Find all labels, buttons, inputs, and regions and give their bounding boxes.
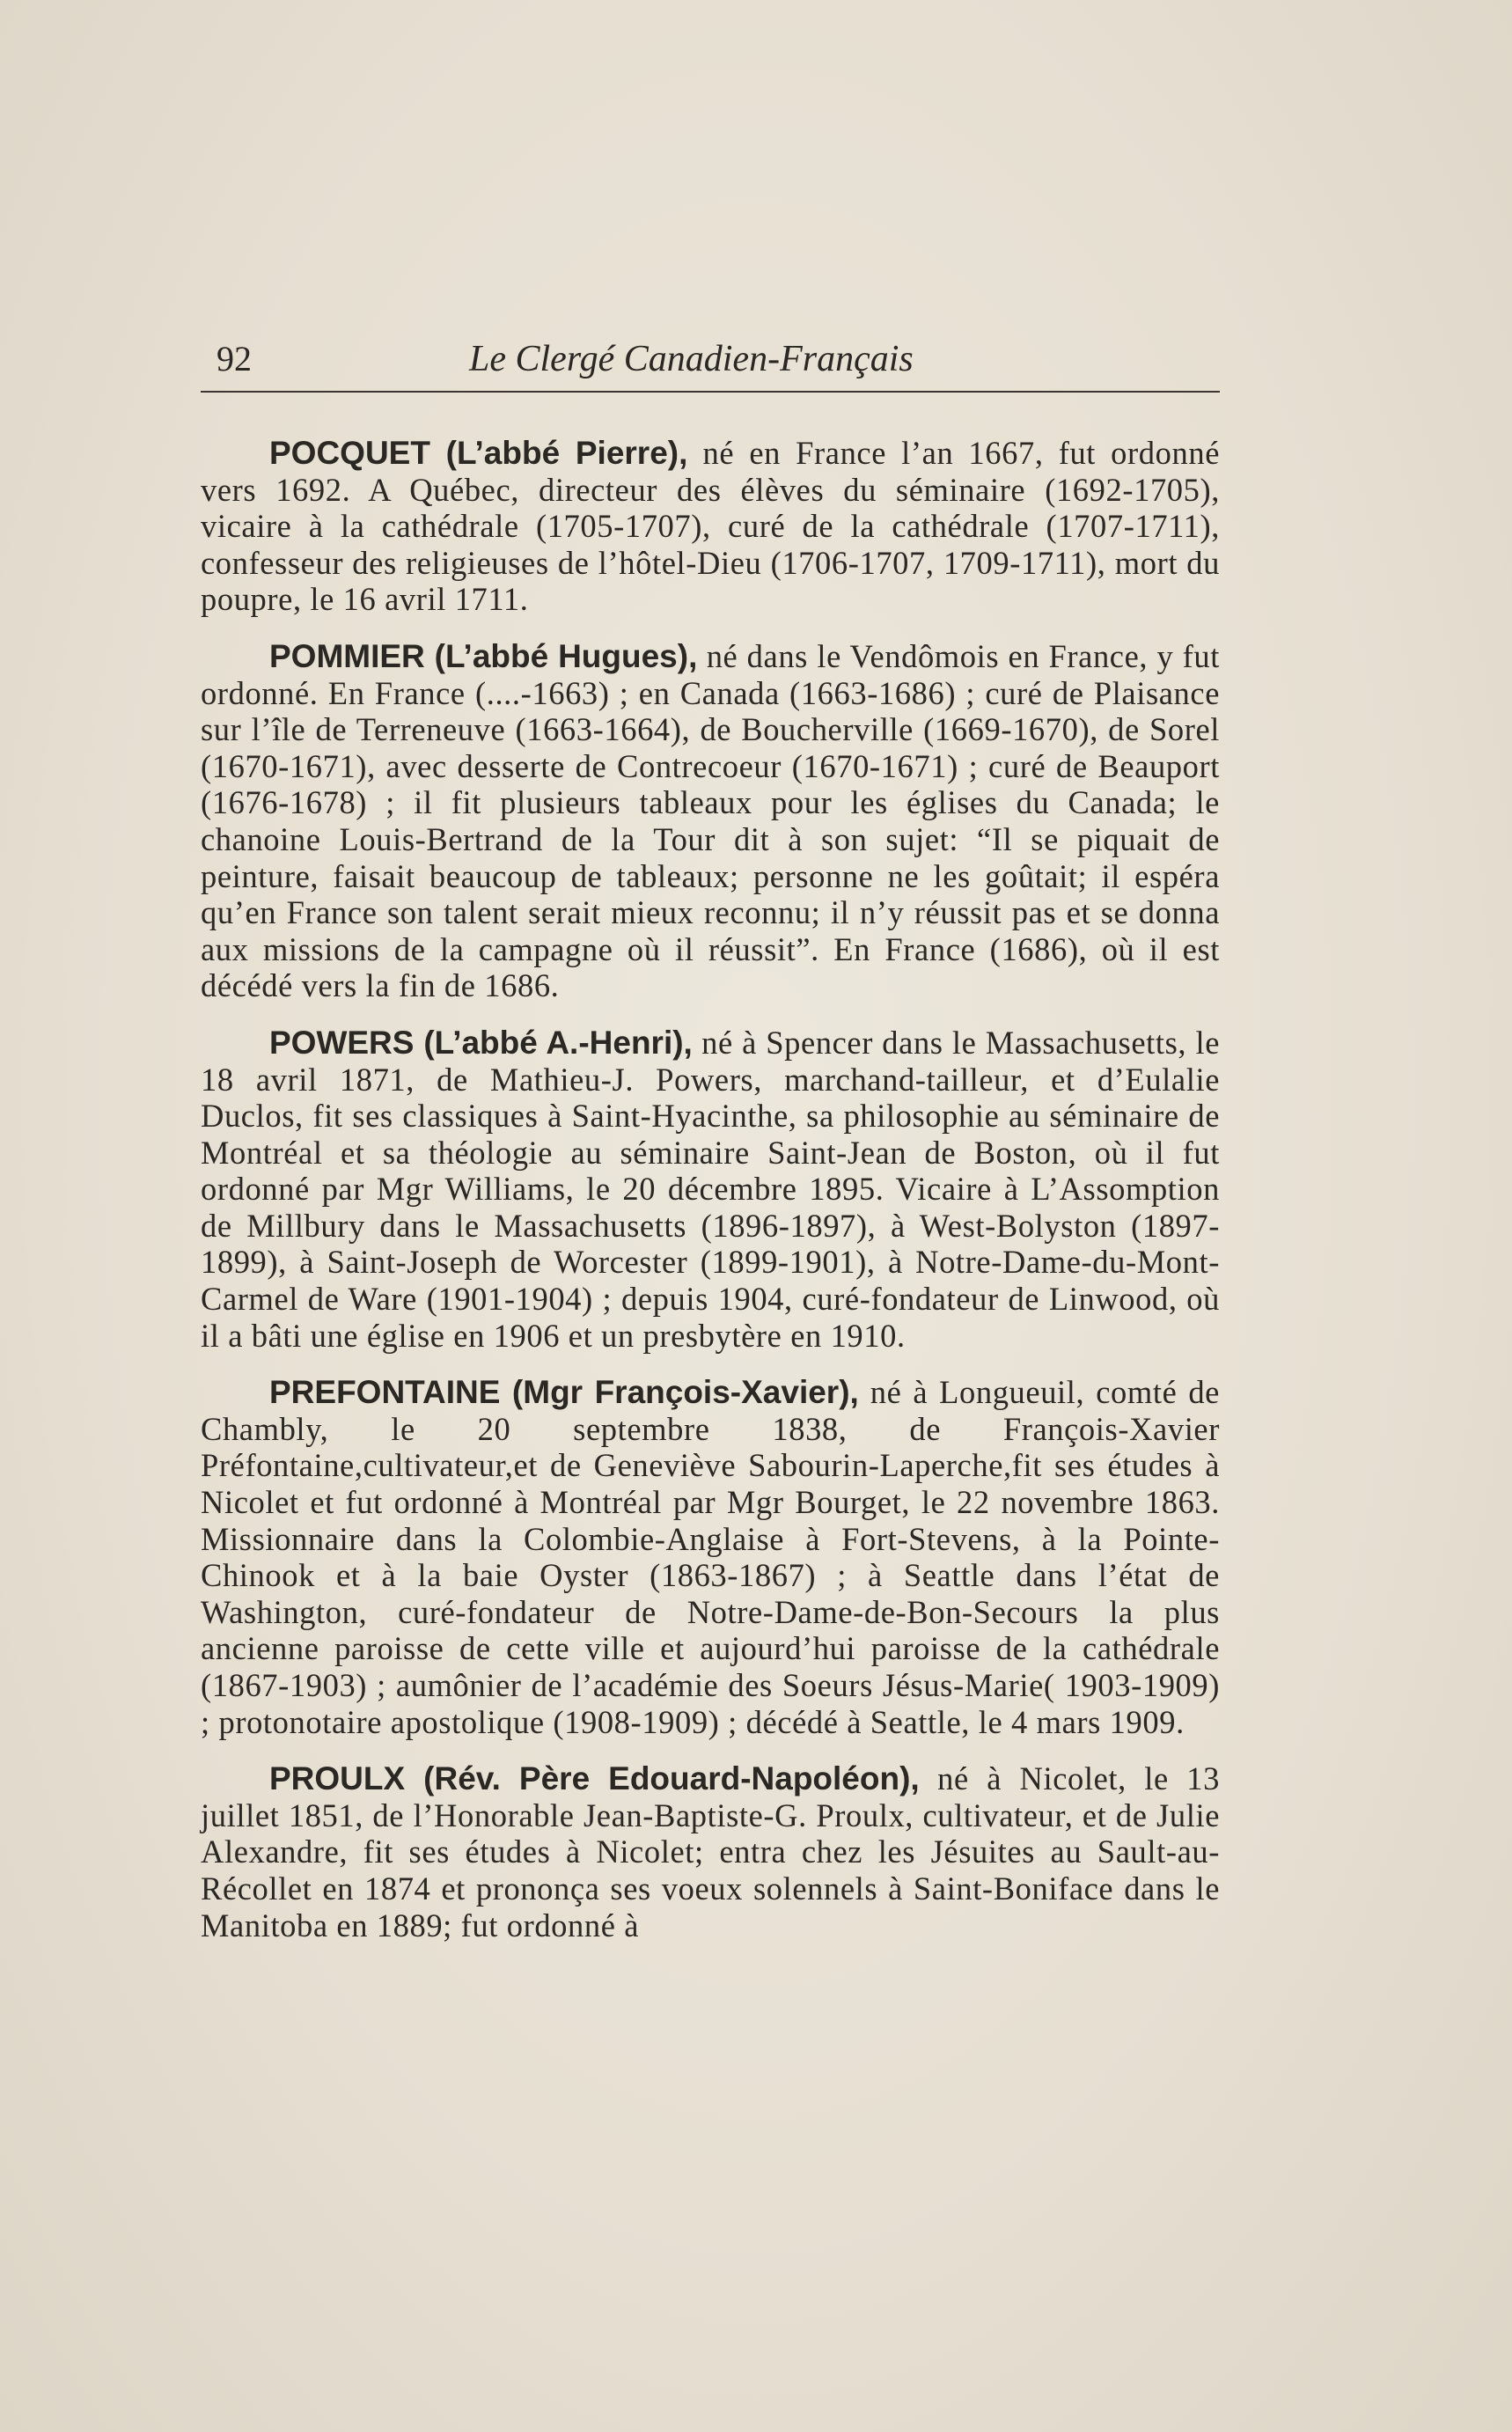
entry-proulx bbox=[201, 1760, 1220, 1943]
entry-powers bbox=[201, 1025, 1220, 1354]
entry-text: né dans le Vendômois en France, y fut ordonné. En France (....-1663) ; en Canada (1663-1686) ; curé de Plaisance sur l’île de Terreneuve (1663-1664), de Boucherville (1669-1670), de Sorel (1670-1671), avec desserte de Contrecoeur (1670-1671) ; curé de Beauport (1676-1678) ; il fit plusieurs tableaux pour les églises du Canada; le chanoine Louis-Bertrand de la Tour dit à son sujet: “Il se piquait de peinture, faisait beaucoup de tableaux; personne ne les goûtait; il espéra qu’en France son talent serait mieux reconnu; il n’y réussit pas et se donna aux missions de la campagne où il réussit”. En France (1686), où il est décédé vers la fin de 1686. bbox=[201, 637, 1220, 1004]
entry-name: PROULX (Rév. Père Edouard-Napoléon), bbox=[269, 1760, 920, 1797]
entry-pommier bbox=[201, 638, 1220, 1004]
entry-text: né à Spencer dans le Massachusetts, le 18 avril 1871, de Mathieu-J. Powers, marchand-tailleur, et d’Eulalie Duclos, fit ses classiques à Saint-Hyacinthe, sa philosophie au séminaire de Montréal et sa théologie au séminaire Saint-Jean de Boston, où il fut ordonné par Mgr Williams, le 20 décembre 1895. Vicaire à L’Assomption de Millbury dans le Massachusetts (1896-1897), à West-Bolyston (1897-1899), à Saint-Joseph de Worcester (1899-1901), à Notre-Dame-du-Mont-Carmel de Ware (1901-1904) ; depuis 1904, curé-fondateur de Linwood, où il a bâti une église en 1906 et un presbytère en 1910. bbox=[201, 1024, 1220, 1354]
running-title: Le Clergé Canadien-Français bbox=[469, 339, 914, 379]
text-body bbox=[201, 435, 1220, 1964]
header-rule bbox=[201, 391, 1220, 393]
entry-pocquet bbox=[201, 435, 1220, 618]
entry-name: POCQUET (L’abbé Pierre), bbox=[269, 435, 688, 471]
entry-name: POWERS (L’abbé A.-Henri), bbox=[269, 1024, 693, 1061]
entry-name: PREFONTAINE (Mgr François-Xavier), bbox=[269, 1374, 859, 1411]
entry-text: né en France l’an 1667, fut ordonné vers 1692. A Québec, directeur des élèves du séminaire (1692-1705), vicaire à la cathédrale (1705-1707), curé de la cathédrale (1707-1711), confesseur des religieuses de l’hôtel-Dieu (1706-1707, 1709-1711), mort du poupre, le 16 avril 1711. bbox=[201, 435, 1220, 618]
entry-name: POMMIER (L’abbé Hugues), bbox=[269, 637, 698, 674]
entry-text: né à Nicolet, le 13 juillet 1851, de l’Honorable Jean-Baptiste-G. Proulx, cultivateur, et de Julie Alexandre, fit ses études à Nicolet; entra chez les Jésuites au Sault-au-Récollet en 1874 et prononça ses voeux solennels à Saint-Boniface dans le Manitoba en 1889; fut ordonné à bbox=[201, 1760, 1220, 1943]
entry-prefontaine bbox=[201, 1374, 1220, 1740]
page-header bbox=[201, 333, 1220, 396]
entry-text: né à Longueuil, comté de Chambly, le 20 septembre 1838, de François-Xavier Préfontaine,cultivateur,et de Geneviève Sabourin-Laperche,fit ses études à Nicolet et fut ordonné à Montréal par Mgr Bourget, le 22 novembre 1863. Missionnaire dans la Colombie-Anglaise à Fort-Stevens, à la Pointe-Chinook et à la baie Oyster (1863-1867) ; à Seattle dans l’état de Washington, curé-fondateur de Notre-Dame-de-Bon-Secours la plus ancienne paroisse de cette ville et aujourd’hui paroisse de la cathédrale (1867-1903) ; aumônier de l’académie des Soeurs Jésus-Marie( 1903-1909) ; protonotaire apostolique (1908-1909) ; décédé à Seattle, le 4 mars 1909. bbox=[201, 1374, 1220, 1740]
page-number: 92 bbox=[217, 339, 252, 378]
